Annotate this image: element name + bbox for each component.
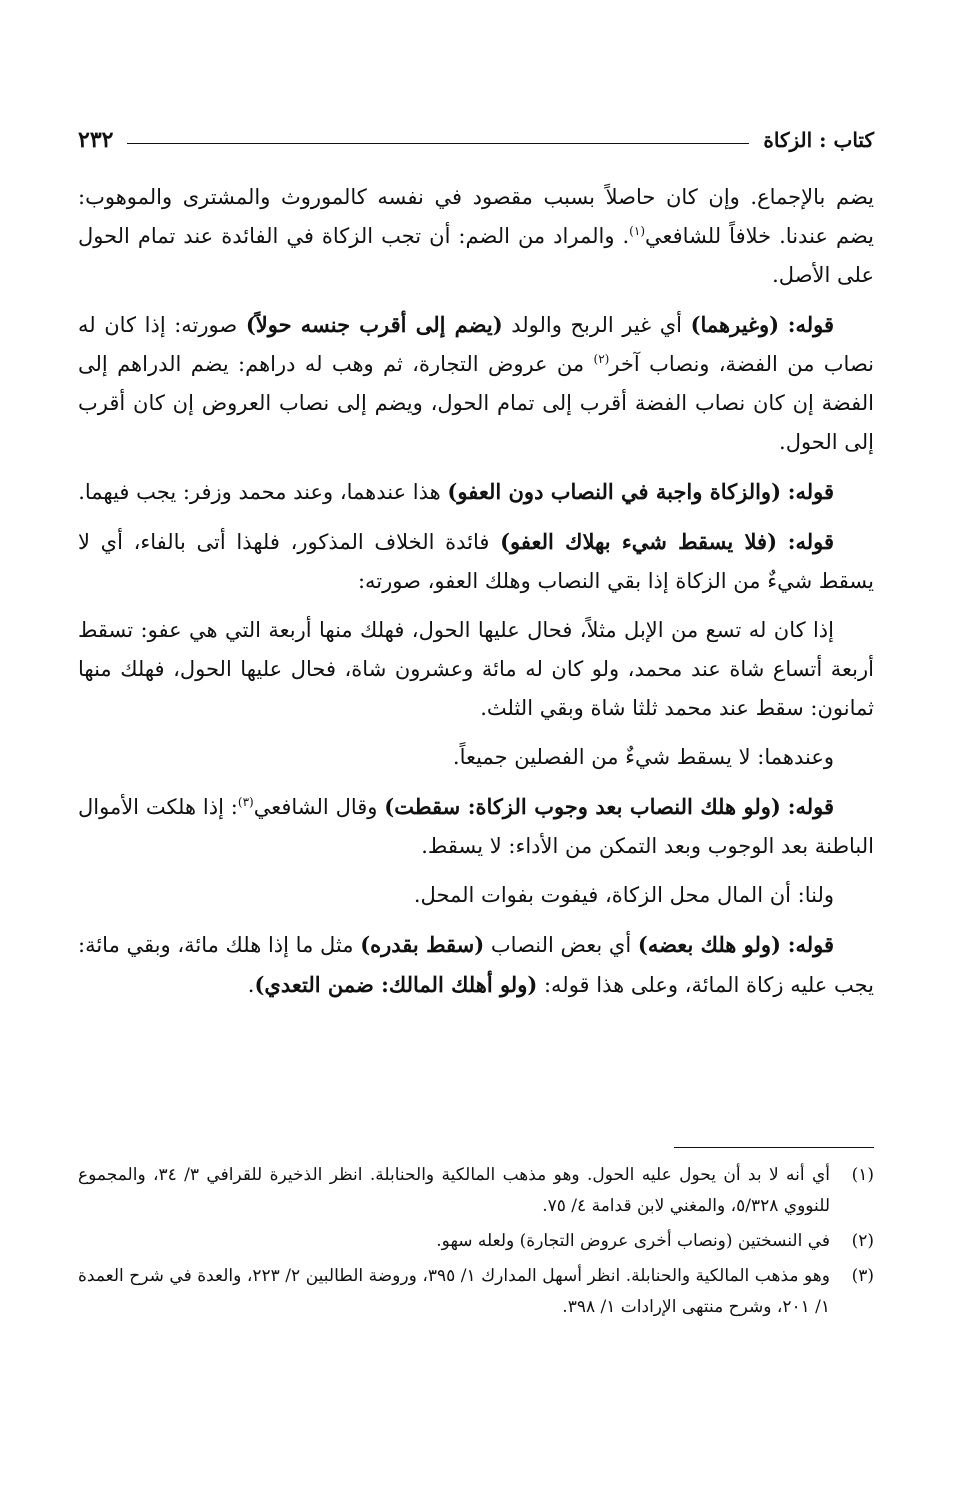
paragraph-text: وعندهما: لا يسقط شيءٌ من الفصلين جميعاً. [452,745,834,769]
paragraph-3 [78,472,874,512]
footnote-ref[interactable]: (٣) [237,795,254,809]
paragraph-text: من عروض التجارة، ثم وهب له دراهم: يضم الدراهم إلى الفضة إن كان نصاب الفضة أقرب إلى تمام الحول، ويضم إلى نصاب العروض إن كان أقرب إلى الحول. [78,352,874,454]
matn-quote: (سقط بقدره) [360,932,485,957]
footnote-separator [674,1147,874,1148]
paragraph-2 [78,305,874,462]
footnote-text: في النسختين (ونصاب أخرى عروض التجارة) ولعله سهو. [436,1231,830,1251]
main-text [78,178,874,1015]
paragraph-8 [78,876,874,915]
paragraph-5 [78,611,874,728]
paragraph-text: فائدة الخلاف المذكور، فلهذا أتى بالفاء، أي لا يسقط شيءٌ من الزكاة إذا بقي النصاب وهلك العفو، صورته: [78,530,874,593]
footnote-text: وهو مذهب المالكية والحنابلة. انظر أسهل المدارك ١/ ٣٩٥، وروضة الطالبين ٢/ ٢٢٣، والعدة في شرح العمدة ١/ ٢٠١، وشرح منتهى الإرادات ١/ ٣٩٨. [78,1266,830,1317]
footnote [78,1160,874,1222]
paragraph-4 [78,522,874,601]
paragraph-text: يضم بالإجماع. وإن كان حاصلاً بسبب مقصود في نفسه كالموروث والمشترى والموهوب: يضم عندنا. خلافاً للشافعي [78,185,874,248]
page-header [78,120,874,160]
qawluh-label: قوله: [787,794,834,819]
matn-quote: (والزكاة واجبة في النصاب دون العفو) [447,479,782,504]
footnote [78,1261,874,1323]
matn-quote: (فلا يسقط شيء بهلاك العفو) [500,529,778,554]
paragraph-text: أي بعض النصاب [484,933,638,957]
page-number: ٢٣٢ [78,127,114,153]
qawluh-label: قوله: [787,312,834,337]
paragraph-text: . [247,973,255,997]
paragraph-text: : إذا هلكت الأموال الباطنة بعد الوجوب وبعد التمكن من الأداء: لا يسقط. [78,795,874,858]
paragraph-text: صورته: إذا كان له نصاب من الفضة، ونصاب آخر [78,313,874,376]
matn-quote: (ولو أهلك المالك: ضمن التعدي) [254,972,538,997]
footnote-ref[interactable]: (١) [629,224,645,238]
paragraph-6 [78,738,874,777]
paragraph-text: وقال الشافعي [253,795,385,819]
footnote [78,1226,874,1257]
matn-quote: (ولو هلك بعضه) [637,932,781,957]
paragraph-text: مثل ما إذا هلك مائة، وبقي مائة: يجب عليه زكاة المائة، وعلى هذا قوله: [78,933,874,997]
footnote-number: (١) [851,1165,874,1185]
matn-quote: (يضم إلى أقرب جنسه حولاً) [245,312,503,337]
paragraph-text: أي غير الربح والولد [502,313,691,337]
matn-quote: (وغيرهما) [690,312,780,337]
paragraph-1 [78,178,874,295]
qawluh-label: قوله: [787,529,835,554]
paragraph-text: ولنا: أن المال محل الزكاة، فيفوت بفوات المحل. [413,883,834,907]
paragraph-9 [78,925,874,1005]
qawluh-label: قوله: [787,932,834,957]
footnote-number: (٢) [851,1231,874,1251]
paragraph-text: إذا كان له تسع من الإبل مثلاً، فحال عليها الحول، فهلك منها أربعة التي هي عفو: تسقط أربعة أتساع شاة عند محمد، ولو كان له مائة وعشرون شاة، فحال عليها الحول، فهلك منها ثمانون: سقط عند محمد ثلثا شاة وبقي الثلث. [78,618,874,720]
book-title: كتاب : الزكاة [763,128,874,152]
matn-quote: (ولو هلك النصاب بعد وجوب الزكاة: سقطت) [384,794,781,819]
paragraph-7 [78,787,874,866]
footnote-number: (٣) [851,1266,874,1286]
paragraph-text: هذا عندهما، وعند محمد وزفر: يجب فيهما. [78,480,448,504]
footnote-ref[interactable]: (٢) [593,352,610,366]
footnotes [78,1160,874,1327]
header-rule [127,143,749,144]
footnote-text: أي أنه لا بد أن يحول عليه الحول. وهو مذهب المالكية والحنابلة. انظر الذخيرة للقرافي ٣/ ٣٤، والمجموع للنووي ٥/٣٢٨، والمغني لابن قدامة ٤/ ٧٥. [78,1165,830,1216]
paragraph-text: . والمراد من الضم: أن تجب الزكاة في الفائدة عند تمام الحول على الأصل. [78,224,874,287]
qawluh-label: قوله: [787,479,834,504]
